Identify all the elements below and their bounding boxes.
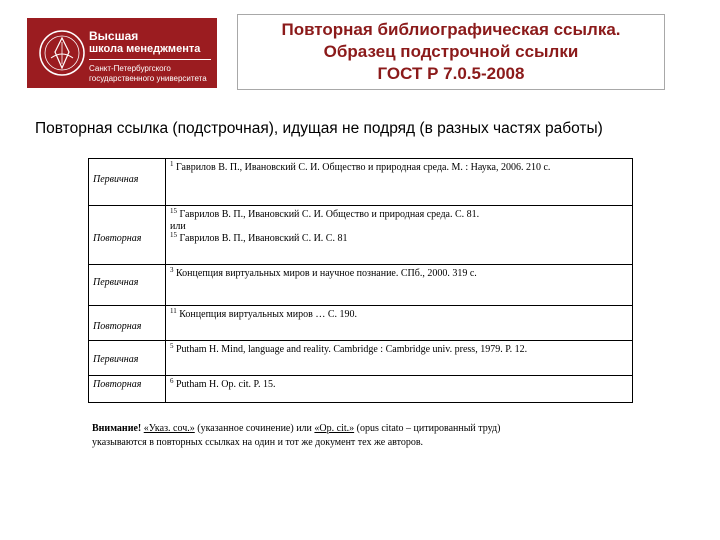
reference-kind-cell: [89, 265, 166, 306]
reference-text-cell: [166, 341, 633, 376]
reference-kind-cell: [89, 206, 166, 265]
reference-line: [170, 221, 628, 233]
table-row: [89, 159, 633, 206]
table-row: [89, 341, 633, 376]
reference-kind-cell: [89, 306, 166, 341]
logo-subtitle: школа менеджмента: [89, 43, 201, 55]
footnote-number: 11: [170, 307, 177, 315]
reference-line: [170, 344, 628, 356]
reference-text: Гаврилов В. П., Ивановский С. И. С. 81: [177, 233, 348, 244]
footnote-number: 3: [170, 266, 174, 274]
reference-text-cell: [166, 206, 633, 265]
footnote-number: 6: [170, 377, 174, 385]
slide-title: [237, 14, 665, 90]
logo-title: Высшая: [89, 29, 139, 43]
reference-text: Гаврилов В. П., Ивановский С. И. Общество и природная среда. М. : Наука, 2006. 210 с.: [173, 162, 551, 173]
footnote-number: 5: [170, 342, 174, 350]
reference-kind: Первичная: [93, 277, 139, 288]
note-text-1: (указанное сочинение) или: [194, 423, 315, 434]
reference-kind: Первичная: [93, 174, 139, 185]
reference-text-cell: [166, 306, 633, 341]
reference-kind-cell: [89, 159, 166, 206]
reference-line: [170, 379, 628, 391]
reference-text: Концепция виртуальных миров и научное познание. СПб., 2000. 319 с.: [173, 268, 477, 279]
reference-kind-cell: [89, 376, 166, 403]
logo-divider: [89, 59, 211, 60]
reference-text-cell: [166, 265, 633, 306]
footnote-number: 1: [170, 160, 174, 168]
reference-line: [170, 309, 628, 321]
note-link-2[interactable]: «Op. cit.»: [314, 423, 355, 434]
reference-table: [88, 158, 633, 403]
reference-text: Putham H. Mind, language and reality. Cambridge : Cambridge univ. press, 1979. P. 12.: [173, 344, 528, 355]
reference-text: Putham H. Op. cit. P. 15.: [173, 379, 276, 390]
reference-text: Гаврилов В. П., Ивановский С. И. Общество и природная среда. С. 81.: [177, 209, 480, 220]
reference-text: или: [170, 221, 186, 232]
reference-text-cell: [166, 376, 633, 403]
reference-line: [170, 209, 628, 221]
reference-line: [170, 233, 628, 245]
attention-note: [92, 422, 632, 450]
subheading: Повторная ссылка (подстрочная), идущая не подряд (в разных частях работы): [35, 120, 603, 137]
note-label: Внимание!: [92, 423, 142, 434]
footnote-number: 15: [170, 231, 177, 239]
table-row: [89, 206, 633, 265]
logo-caption-2: государственного университета: [89, 74, 207, 83]
note-text-3: указываются в повторных ссылках на один и тот же документ тех же авторов.: [92, 437, 424, 448]
title-line-2: Образец подстрочной ссылки: [323, 42, 579, 61]
footnote-number: 15: [170, 207, 177, 215]
note-text-2: (opus citato – цитированный труд): [354, 423, 501, 434]
reference-kind: Первичная: [93, 354, 139, 365]
table-row: [89, 306, 633, 341]
logo-caption-1: Санкт-Петербургского: [89, 64, 171, 73]
reference-kind: Повторная: [93, 379, 142, 390]
reference-line: [170, 162, 628, 174]
note-link-1[interactable]: «Указ. соч.»: [143, 423, 195, 434]
reference-kind: Повторная: [93, 321, 142, 332]
reference-line: [170, 268, 628, 280]
table-row: [89, 376, 633, 403]
reference-kind: Повторная: [93, 233, 142, 244]
reference-text: Концепция виртуальных миров … С. 190.: [176, 309, 357, 320]
university-emblem-icon: [37, 28, 87, 78]
title-line-1: Повторная библиографическая ссылка.: [281, 20, 621, 39]
title-line-3: ГОСТ Р 7.0.5-2008: [377, 64, 525, 83]
reference-text-cell: [166, 159, 633, 206]
reference-kind-cell: [89, 341, 166, 376]
table-row: [89, 265, 633, 306]
logo: [27, 18, 217, 88]
